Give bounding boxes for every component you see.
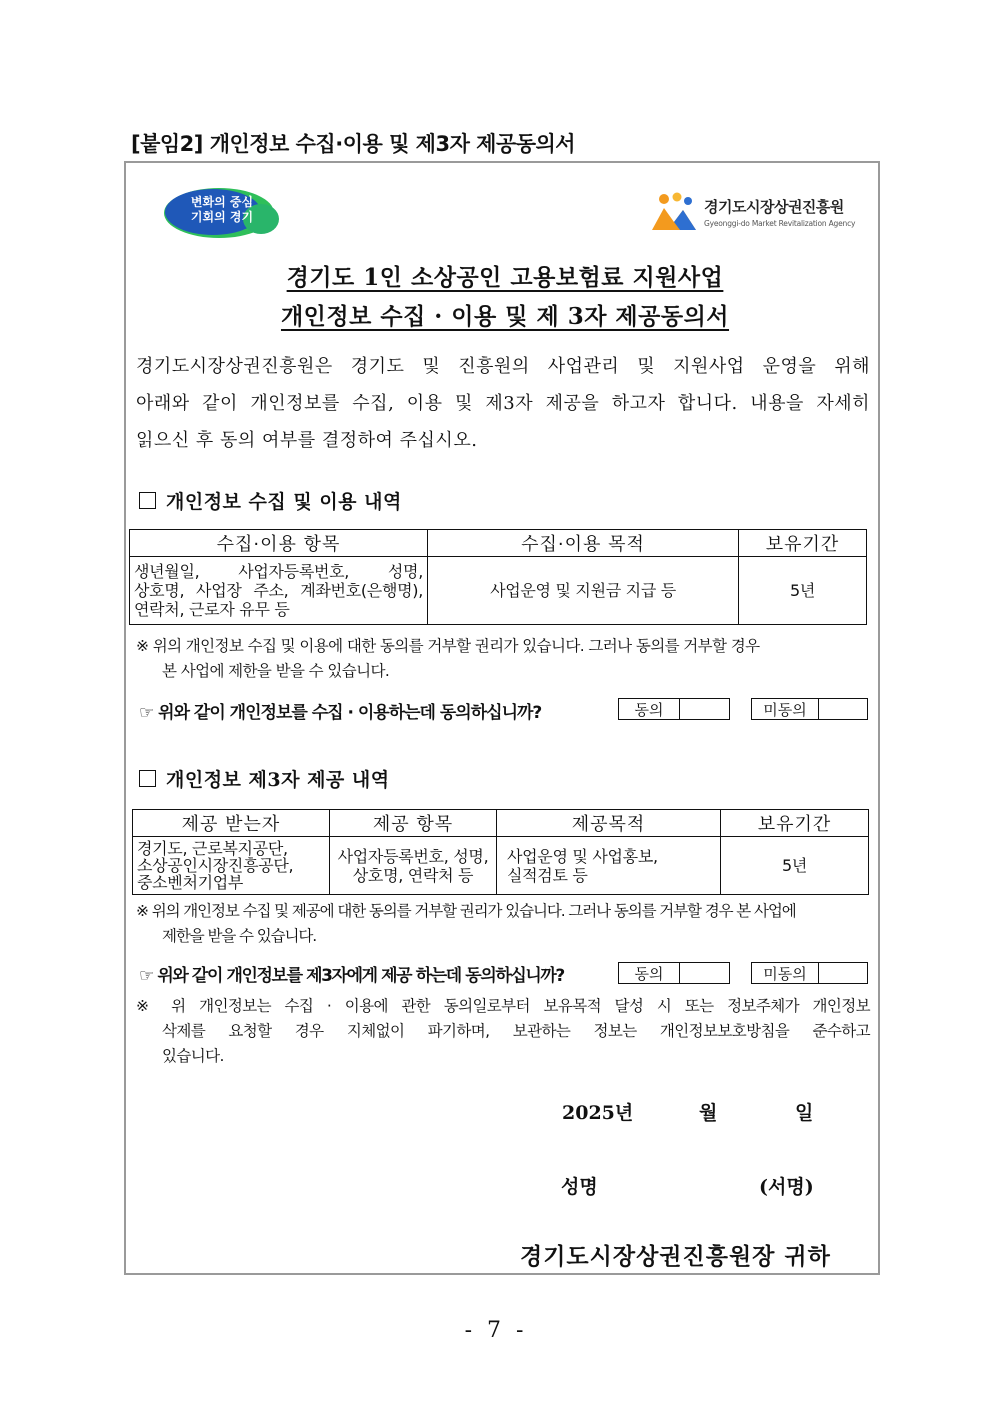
recipient-closing: 경기도시장상권진흥원장 귀하 xyxy=(520,1243,831,1270)
table-cell-recipients: 경기도, 근로복지공단, 소상공인시장진흥공단, 중소벤처기업부 xyxy=(133,837,330,895)
checkbox-square-icon xyxy=(139,492,156,509)
date-month: 월 xyxy=(699,1102,718,1124)
agency-name-en: Gyeonggi-do Market Revitalization Agency xyxy=(704,219,856,228)
consent-question-1: ☞ 위와 같이 개인정보를 수집 · 이용하는데 동의하십니까? xyxy=(139,703,542,723)
table-header: 보유기간 xyxy=(721,810,869,837)
disagree-label: 미동의 xyxy=(752,963,819,983)
page-number: - 7 - xyxy=(464,1318,528,1343)
name-label: 성명 xyxy=(561,1176,598,1198)
table-header: 수집·이용 목적 xyxy=(428,530,739,557)
attachment-title: [붙임2] 개인정보 수집·이용 및 제3자 제공동의서 xyxy=(131,132,576,156)
table-header: 보유기간 xyxy=(739,530,867,557)
refusal-notice-1: ※ 위의 개인정보 수집 및 이용에 대한 동의를 거부할 권리가 있습니다. 그러나 동의를 거부할 경우 본 사업에 제한을 받을 수 있습니다. xyxy=(136,637,760,680)
table-header: 제공 받는자 xyxy=(133,810,330,837)
document-title-line-2: 개인정보 수집 · 이용 및 제 3자 제공동의서 xyxy=(280,303,730,330)
agree-checkbox-2[interactable] xyxy=(618,962,730,984)
consent-question-2: ☞ 위와 같이 개인정보를 제3자에게 제공 하는데 동의하십니까? xyxy=(139,966,564,986)
intro-line: 읽으신 후 동의 여부를 결정하여 주십시오. xyxy=(136,430,478,451)
checkbox-square-icon xyxy=(139,770,156,787)
intro-line: 경기도시장상권진흥원은 경기도 및 진흥원의 사업관리 및 지원사업 운영을 위해 xyxy=(136,356,870,377)
slogan-line-1: 변화의 중심 xyxy=(190,195,254,209)
agency-name-ko: 경기도시장상권진흥원 xyxy=(704,198,844,216)
refusal-notice-2: ※ 위의 개인정보 수집 및 제공에 대한 동의를 거부할 권리가 있습니다. 그러나 동의를 거부할 경우 본 사업에 제한을 받을 수 있습니다. xyxy=(136,902,796,945)
table-header: 제공 항목 xyxy=(330,810,497,837)
agency-symbol-icon xyxy=(650,192,698,232)
table-cell-items: 생년월일, 사업자등록번호, 성명, 상호명, 사업장 주소, 계좌번호(은행명), 연락처, 근로자 유무 등 xyxy=(130,557,428,625)
intro-line: 아래와 같이 개인정보를 수집, 이용 및 제3자 제공을 하고자 합니다. 내용을 자세히 xyxy=(136,393,870,414)
disagree-checkbox-2[interactable] xyxy=(751,962,868,984)
document-title-line-1: 경기도 1인 소상공인 고용보험료 지원사업 xyxy=(286,264,724,291)
table-header: 제공목적 xyxy=(497,810,721,837)
intro-paragraph xyxy=(136,348,870,459)
table-cell-purpose: 사업운영 및 사업홍보, 실적검토 등 xyxy=(497,837,721,895)
table-cell-period: 5년 xyxy=(739,557,867,625)
gyeonggi-slogan-logo xyxy=(163,187,281,239)
table-cell-purpose: 사업운영 및 지원금 지급 등 xyxy=(428,557,739,625)
section-heading-collection: 개인정보 수집 및 이용 내역 xyxy=(139,487,402,514)
collection-table xyxy=(129,529,867,625)
agency-logo xyxy=(650,190,870,234)
date-day: 일 xyxy=(795,1102,814,1124)
table-cell-items: 사업자등록번호, 성명, 상호명, 연락처 등 xyxy=(330,837,497,895)
section-heading-third-party: 개인정보 제3자 제공 내역 xyxy=(139,765,390,792)
signature-label: (서명) xyxy=(759,1176,814,1198)
disagree-label: 미동의 xyxy=(752,699,819,719)
slogan-line-2: 기회의 경기 xyxy=(190,210,254,224)
agree-label: 동의 xyxy=(619,963,680,983)
agree-label: 동의 xyxy=(619,699,680,719)
table-header: 수집·이용 항목 xyxy=(130,530,428,557)
agree-checkbox-1[interactable] xyxy=(618,698,730,720)
table-cell-period: 5년 xyxy=(721,837,869,895)
third-party-table xyxy=(132,809,869,895)
disagree-checkbox-1[interactable] xyxy=(751,698,868,720)
retention-notice: ※ 위 개인정보는 수집 · 이용에 관한 동의일로부터 보유목적 달성 시 또는 정보주체가 개인정보 삭제를 요청할 경우 지체없이 파기하며, 보관하는 정보는 개인정보보호방침을 준수하고 있습니다. xyxy=(136,997,870,1065)
date-year: 2025년 xyxy=(562,1102,634,1124)
